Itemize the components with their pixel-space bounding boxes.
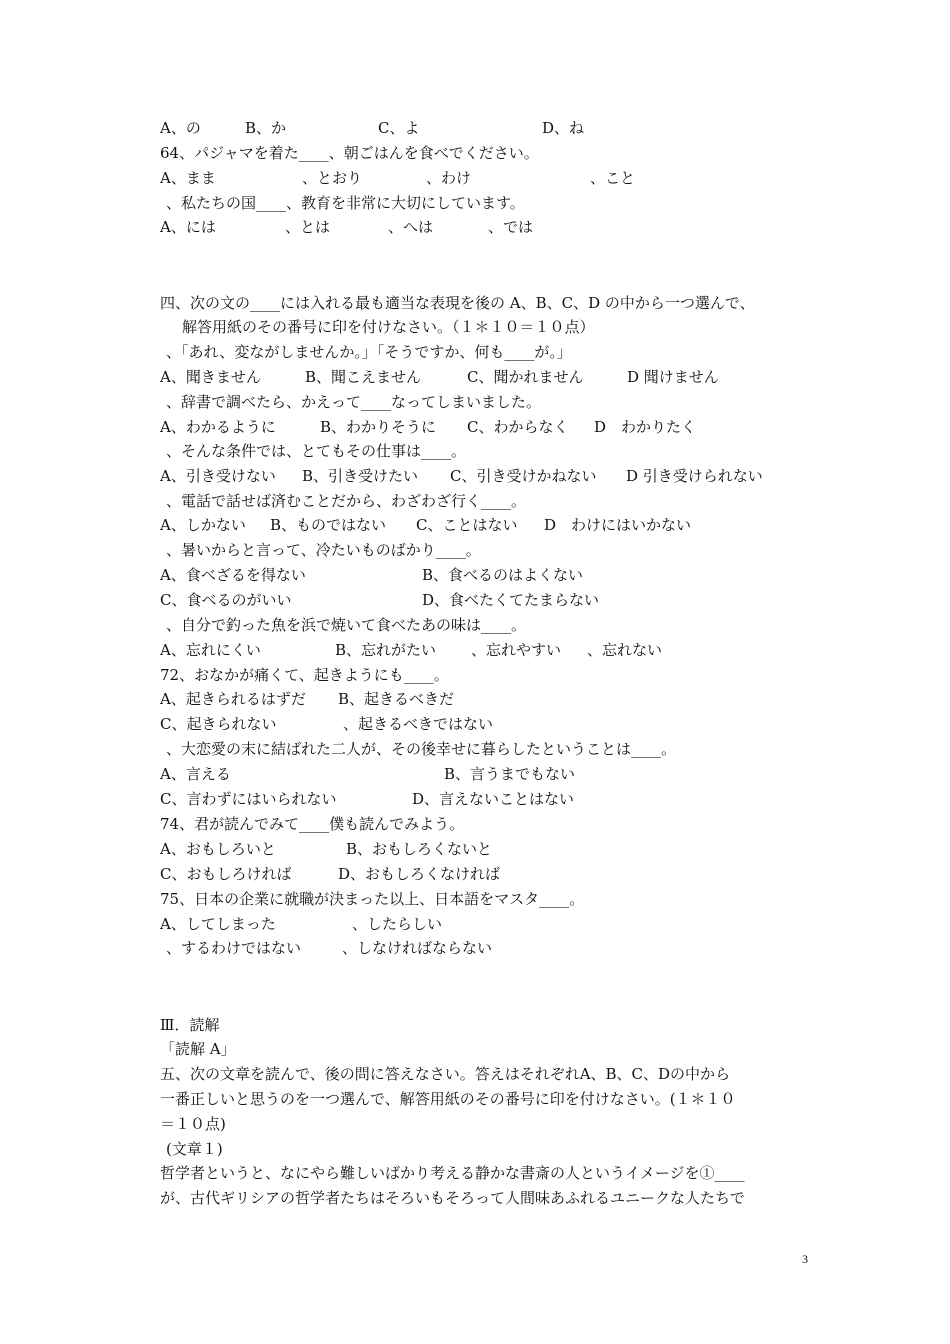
page-number: 3 [802, 1252, 808, 1266]
option-line [0, 637, 950, 663]
option-d: 、しなければならない [342, 939, 493, 957]
question-text: 、大恋愛の末に結ばれた二人が、その後幸せに暮らしたということは____。 [166, 740, 677, 758]
option-d: 、では [488, 218, 534, 236]
option-d: 、忘れない [587, 641, 663, 659]
section-four-instruction: 四、次の文の____には入れる最も適当な表現を後の A、B、C、D の中から一つ選んで、 [160, 294, 755, 312]
option-c: 、へは [388, 218, 434, 236]
section-four-instruction: 解答用紙のその番号に印を付けなさい。（１＊１０＝１０点） [182, 318, 595, 336]
section-five-instruction: 五、次の文章を読んで、後の問に答えなさい。答えはそれぞれA、B、C、Dの中から [160, 1065, 731, 1083]
option-d: D 引き受けられない [626, 467, 763, 485]
option-c: C、ことはない [416, 516, 518, 534]
option-line [0, 836, 950, 862]
option-line [0, 214, 950, 240]
option-b: B、おもしろくないと [346, 840, 493, 858]
passage-text: が、古代ギリシアの哲学者たちはそろいもそろって人間味あふれるユニークな人たちで [160, 1189, 745, 1207]
option-c: C、食べるのがいい [160, 591, 292, 609]
option-line [0, 562, 950, 588]
option-line [0, 414, 950, 440]
question-text: 72、おなかが痛くて、起きようにも____。 [160, 666, 449, 684]
option-d: 、こと [590, 169, 636, 187]
option-c: C、わからなく [467, 418, 569, 436]
option-b: 、とおり [302, 169, 363, 187]
option-b: B、引き受けたい [302, 467, 419, 485]
option-a: A、してしまった [160, 915, 276, 933]
option-a: A、には [160, 218, 216, 236]
question-text: 、電話で話せば済むことだから、わざわざ行く____。 [166, 492, 527, 510]
option-d: D わけにはいかない [544, 516, 692, 534]
option-a: A、しかない [160, 516, 246, 534]
option-b: B、忘れがたい [335, 641, 437, 659]
question-text: 、自分で釣った魚を浜で焼いて食べたあの味は____。 [166, 616, 527, 634]
option-d: D、おもしろくなければ [338, 865, 501, 883]
passage-label: (文章１) [166, 1140, 223, 1158]
question-text: 、そんな条件では、とてもその仕事は____。 [166, 442, 467, 460]
option-line [0, 761, 950, 787]
option-line [0, 165, 950, 191]
option-b: B、わかりそうに [320, 418, 437, 436]
option-b: B、起きるべきだ [338, 690, 455, 708]
option-a: A、の [160, 119, 201, 137]
option-a: A、起きられるはずだ [160, 690, 306, 708]
option-d: D、ね [542, 119, 585, 137]
option-b: B、食べるのはよくない [422, 566, 584, 584]
option-c: C、おもしろければ [160, 865, 292, 883]
question-text: 、私たちの国____、教育を非常に大切にしています。 [166, 194, 525, 212]
question-text: 、暑いからと言って、冷たいものばかり____。 [166, 541, 481, 559]
question-text: 74、君が読んでみて____僕も読んでみよう。 [160, 815, 465, 833]
option-d: D 聞けません [627, 368, 719, 386]
option-b: B、か [245, 119, 287, 137]
option-line [0, 935, 950, 961]
option-c: C、引き受けかねない [450, 467, 597, 485]
option-c: 、わけ [426, 169, 472, 187]
option-a: A、わかるように [160, 418, 276, 436]
question-text: 75、日本の企業に就職が決まった以上、日本語をマスタ____。 [160, 890, 585, 908]
option-line [0, 686, 950, 712]
option-d: D、言えないことはない [412, 790, 575, 808]
option-a: A、言える [160, 765, 231, 783]
option-c: C、言わずにはいられない [160, 790, 337, 808]
question-text: 、辞書で調べたら、かえって____なってしまいました。 [166, 393, 542, 411]
option-d: D わかりたく [594, 418, 697, 436]
passage-text: 哲学者というと、なにやら難しいばかり考える静かな書斎の人というイメージを①____ [160, 1164, 745, 1182]
option-a: A、食べざるを得ない [160, 566, 306, 584]
option-c: C、起きられない [160, 715, 277, 733]
option-a: A、忘れにくい [160, 641, 261, 659]
option-b: B、言うまでもない [444, 765, 576, 783]
option-line [0, 911, 950, 937]
option-c: C、聞かれません [467, 368, 584, 386]
option-line [0, 463, 950, 489]
option-line [0, 115, 950, 141]
option-line [0, 711, 950, 737]
option-line [0, 587, 950, 613]
option-b: 、とは [285, 218, 331, 236]
option-c: C、よ [378, 119, 420, 137]
option-line [0, 861, 950, 887]
option-a: A、聞きません [160, 368, 261, 386]
option-d: 、起きるべきではない [343, 715, 494, 733]
question-text: 64、パジャマを着た____、朝ごはんを食べでください。 [160, 144, 539, 162]
option-a: A、おもしろいと [160, 840, 276, 858]
option-a: A、まま [160, 169, 216, 187]
option-line [0, 786, 950, 812]
option-d: D、食べたくてたまらない [422, 591, 600, 609]
section-heading: Ⅲ．読解 [160, 1016, 220, 1034]
option-b: 、したらしい [352, 915, 443, 933]
option-c: 、忘れやすい [471, 641, 562, 659]
section-five-instruction: 一番正しいと思うのを一つ選んで、解答用紙のその番号に印を付けなさい。(１＊１０ [160, 1090, 736, 1108]
option-a: A、引き受けない [160, 467, 276, 485]
question-text: 、「あれ、変ながしませんか。」「そうですか、何も____が。」 [166, 343, 572, 361]
option-b: B、聞こえません [305, 368, 422, 386]
option-line [0, 364, 950, 390]
option-line [0, 512, 950, 538]
section-five-instruction: ＝１０点) [160, 1115, 226, 1133]
option-b: B、ものではない [270, 516, 387, 534]
option-c: 、するわけではない [166, 939, 302, 957]
section-subheading: 「読解 A」 [160, 1040, 236, 1058]
